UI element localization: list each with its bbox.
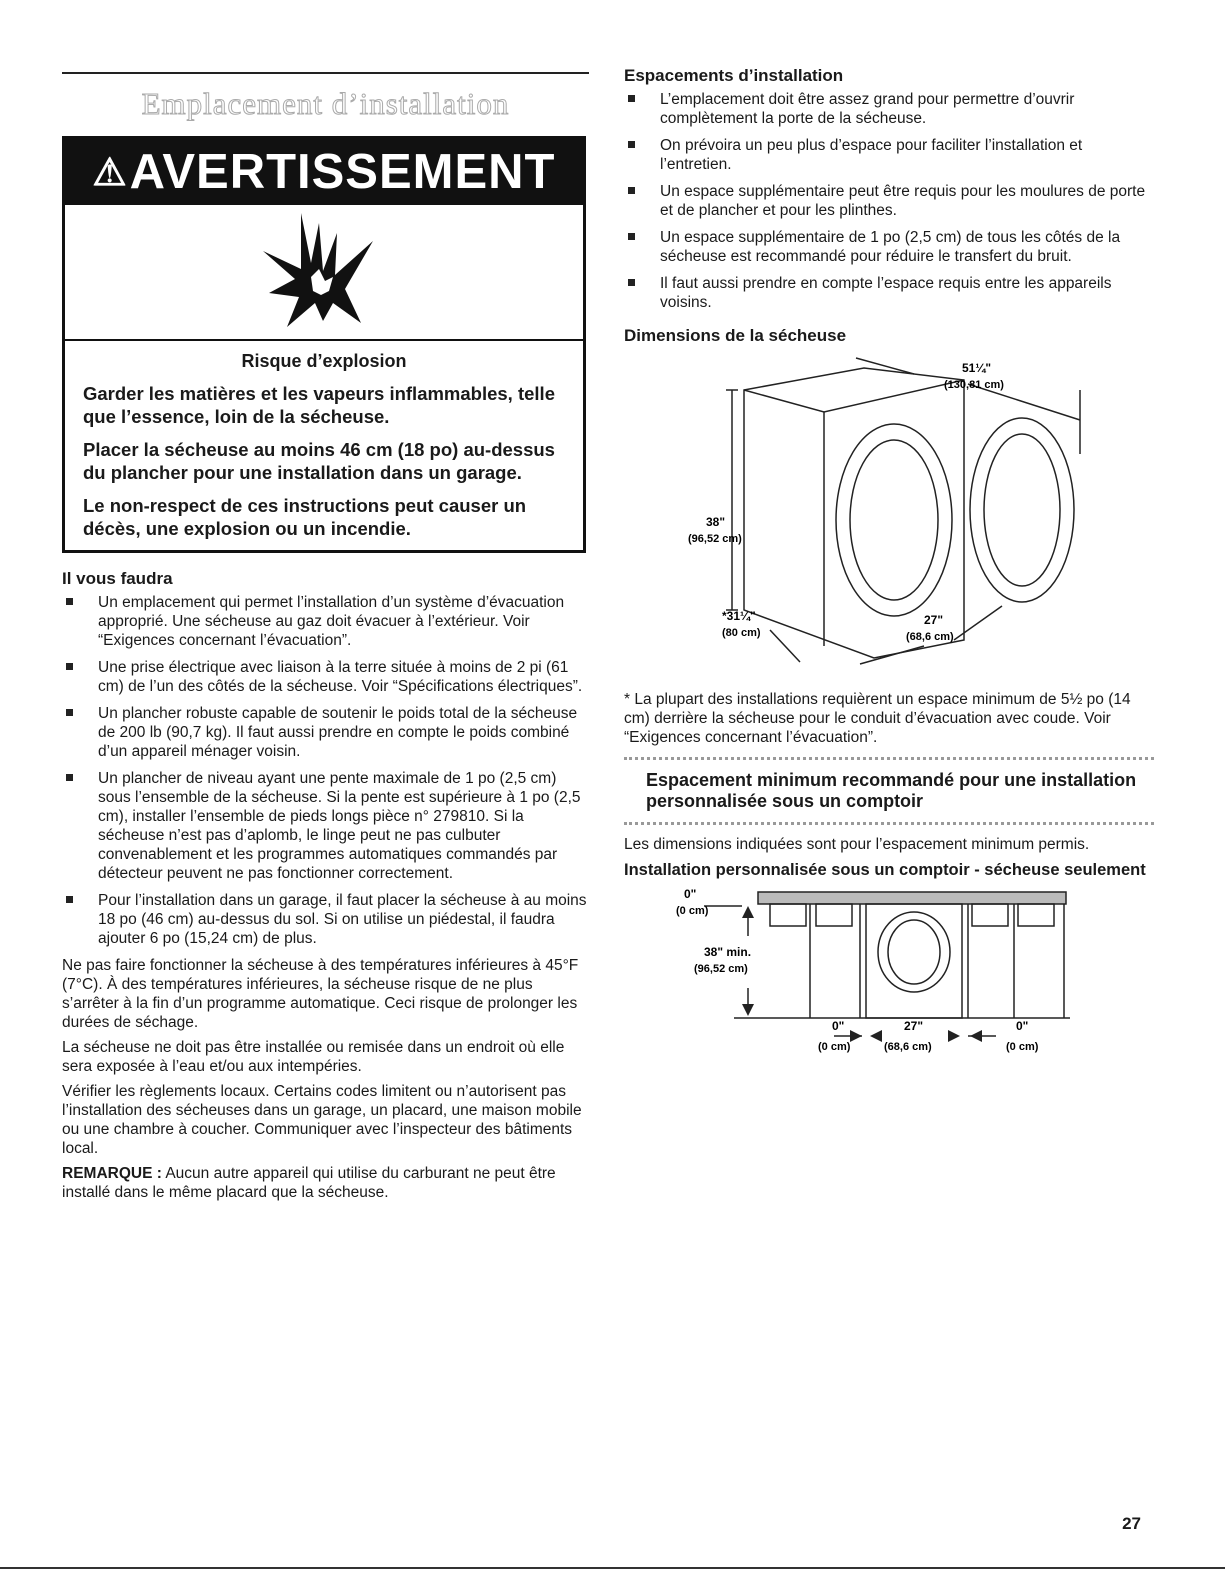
warning-triangle-icon: ⚠ — [92, 151, 128, 194]
list-item: Une prise électrique avec liaison à la terre située à moins de 2 pi (61 cm) de l’un des côtés de la sécheuse. Voir “Spécifications électriques”. — [62, 658, 589, 696]
list-item: Un espace supplémentaire de 1 po (2,5 cm) de tous les côtés de la sécheuse est recommandé pour réduire le transfert du bruit. — [624, 228, 1154, 266]
undercounter-heading: Installation personnalisée sous un comptoir - sécheuse seulement — [624, 861, 1146, 879]
dimensions-heading: Dimensions de la sécheuse — [624, 326, 847, 345]
right-column — [624, 66, 1154, 1074]
list-item: Il faut aussi prendre en compte l’espace requis entre les appareils voisins. — [624, 274, 1154, 312]
right-clearance-in: 0" — [1016, 1019, 1029, 1033]
top-clearance-in: 0" — [684, 887, 697, 901]
width-in: 27" — [904, 1019, 924, 1033]
bottom-rule — [0, 1567, 1225, 1569]
warning-text — [65, 341, 583, 550]
warning-paragraph: Garder les matières et les vapeurs inflammables, telle que l’essence, loin de la sécheuse. — [83, 383, 555, 427]
undercounter-diagram — [624, 884, 1154, 1074]
list-item: L’emplacement doit être assez grand pour permettre d’ouvrir complètement la porte de la sécheuse. — [624, 90, 1154, 128]
list-item: Pour l’installation dans un garage, il faut placer la sécheuse à au moins 18 po (46 cm) au-dessus du sol. Si on utilise un piédestal, il faudra ajouter 6 po (15,24 cm) de plus. — [62, 891, 589, 948]
spacing-list — [624, 90, 1154, 312]
risk-title: Risque d’explosion — [241, 351, 407, 371]
right-clearance-cm: (0 cm) — [1006, 1041, 1039, 1053]
depth-dimension-in: 51¼" — [962, 361, 992, 375]
note-paragraph — [62, 1164, 589, 1202]
depth-dimension-cm: (130,81 cm) — [944, 379, 1004, 391]
need-list — [62, 593, 589, 948]
note-label: REMARQUE : — [62, 1165, 162, 1182]
left-clearance-in: 0" — [832, 1019, 845, 1033]
min-height-cm: (96,52 cm) — [694, 963, 748, 975]
height-dimension-cm: (96,52 cm) — [688, 533, 742, 545]
left-column — [62, 60, 589, 1208]
list-item: Un plancher robuste capable de soutenir le poids total de la sécheuse de 200 lb (90,7 kg). Il faut aussi prendre en compte le poids combiné d’un appareil ménager voisin. — [62, 704, 589, 761]
door-dimension-in: *31¼" — [722, 609, 756, 623]
list-item: Un plancher de niveau ayant une pente maximale de 1 po (2,5 cm) sous l’ensemble de la sécheuse. Si la pente est supérieure à 1 po (2,5 cm), installer l’ensemble de pieds longs pièce n° 279810. Si la sécheuse n’est pas d’aplomb, le linge peut ne pas culbuter convenablement et les programmes automatiques commandés par détecteur peuvent ne pas fonctionner correctement. — [62, 769, 589, 883]
warning-paragraph: Placer la sécheuse au moins 46 cm (18 po) au-dessus du plancher pour une installation dans un garage. — [83, 439, 555, 483]
warning-paragraph: Le non-respect de ces instructions peut causer un décès, une explosion ou un incendie. — [83, 495, 527, 539]
width-dimension-in: 27" — [924, 613, 944, 627]
need-section — [62, 569, 589, 1202]
note-text: Aucun autre appareil qui utilise du carburant ne peut être installé dans le même placard que la sécheuse. — [62, 1165, 556, 1201]
warning-header-text: AVERTISSEMENT — [129, 145, 556, 199]
spacing-heading: Espacements d’installation — [624, 66, 844, 85]
min-height-in: 38" min. — [704, 945, 752, 959]
dotted-divider — [624, 822, 1154, 825]
min-spacing-intro: Les dimensions indiquées sont pour l’espacement minimum permis. — [624, 836, 1090, 853]
warning-box — [62, 136, 586, 553]
body-paragraph: Vérifier les règlements locaux. Certains codes limitent ou n’autorisent pas l’installation des sécheuses dans un garage, un placard, une maison mobile ou une chambre à coucher. Communiquer avec l’inspecteur des bâtiments local. — [62, 1083, 582, 1157]
left-clearance-cm: (0 cm) — [818, 1041, 851, 1053]
height-dimension-in: 38" — [706, 515, 726, 529]
dotted-divider — [624, 757, 1154, 760]
top-clearance-cm: (0 cm) — [676, 905, 709, 917]
warning-icon-area — [65, 205, 583, 341]
section-title: Emplacement d’installation — [141, 86, 510, 121]
explosion-icon — [253, 211, 393, 335]
need-heading: Il vous faudra — [62, 569, 173, 588]
dryer-dimensions-diagram — [624, 350, 1154, 690]
door-dimension-cm: (80 cm) — [722, 627, 761, 639]
dimensions-footnote: * La plupart des installations requièrent un espace minimum de 5½ po (14 cm) derrière la sécheuse pour le conduit d’évacuation avec coude. Voir “Exigences concernant l’évacuation”. — [624, 691, 1131, 746]
body-paragraph: Ne pas faire fonctionner la sécheuse à des températures inférieures à 45°F (7°C). À des températures inférieures, la sécheuse risque de ne plus s’arrêter à la fin d’un programme automatique. Ceci risque de prolonger les durées de séchage. — [62, 957, 579, 1031]
list-item: Un emplacement qui permet l’installation d’un système d’évacuation approprié. Une sécheuse au gaz doit évacuer à l’extérieur. Voir “Exigences concernant l’évacuation”. — [62, 593, 589, 650]
min-spacing-heading: Espacement minimum recommandé pour une installation personnalisée sous un comptoir — [646, 770, 1137, 811]
list-item: Un espace supplémentaire peut être requis pour les moulures de porte et de plancher et pour les plinthes. — [624, 182, 1154, 220]
top-rule — [62, 72, 589, 74]
page-number: 27 — [1122, 1514, 1141, 1533]
list-item: On prévoira un peu plus d’espace pour faciliter l’installation et l’entretien. — [624, 136, 1154, 174]
warning-header — [65, 139, 583, 205]
width-dimension-cm: (68,6 cm) — [906, 631, 954, 643]
body-paragraph: La sécheuse ne doit pas être installée ou remisée dans un endroit où elle sera exposée à l’eau et/ou aux intempéries. — [62, 1039, 565, 1075]
width-cm: (68,6 cm) — [884, 1041, 932, 1053]
